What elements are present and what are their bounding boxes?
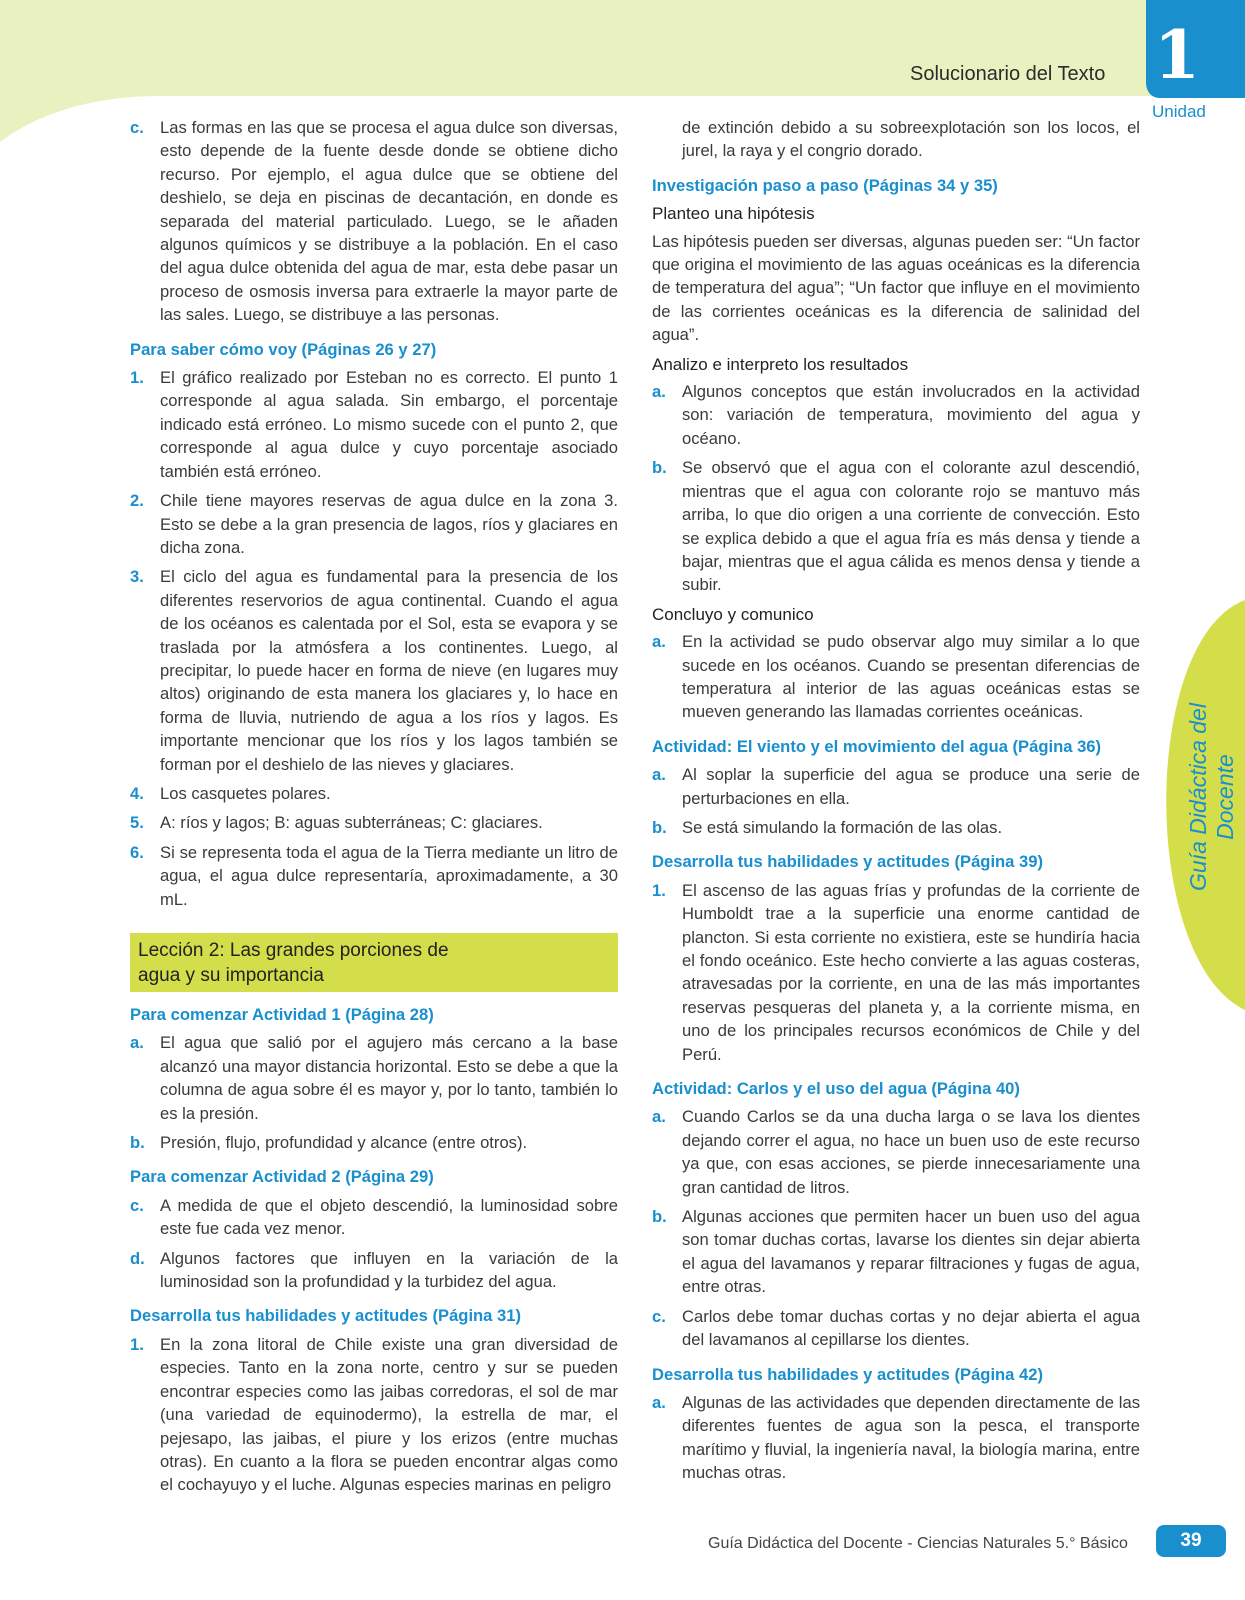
subheading: Analizo e interpreto los resultados bbox=[652, 354, 909, 374]
item-text: Al soplar la superficie del agua se produce una serie de perturbaciones en ella. bbox=[682, 765, 1140, 808]
item-text: En la zona litoral de Chile existe una gran diversidad de especies. Tanto en la zona norte, centro y sur se pueden encontrar especies como las jaibas corredoras, el sol de mar (una variedad de equinodermo), la estrella de mar, el pejesapo, las jaibas, el piure y los erizos (entre muchas otras). En cuanto a la flora se pueden encontrar algas como el cochayuyo y el luche. Algunas especies marinas en peligro bbox=[160, 1334, 618, 1495]
list-item bbox=[130, 1333, 618, 1497]
list-item bbox=[652, 816, 1140, 839]
section-heading: Para comenzar Actividad 1 (Página 28) bbox=[130, 1005, 434, 1024]
page-number: 39 bbox=[1180, 1530, 1202, 1551]
item-text: Cuando Carlos se da una ducha larga o se lava los dientes dejando correr el agua, no hace un buen uso de este recurso ya que, con esas acciones, se pierde innecesariamente una gran cantidad de litros. bbox=[682, 1107, 1140, 1197]
subheading: Concluyo y comunico bbox=[652, 604, 814, 624]
item-marker: 3. bbox=[130, 567, 144, 587]
item-text: Se está simulando la formación de las olas. bbox=[682, 817, 1003, 837]
list-item bbox=[130, 366, 618, 483]
item-text: Carlos debe tomar duchas cortas y no dejar abierta el agua del lavamanos al cepillarse los dientes. bbox=[682, 1306, 1140, 1350]
item-text: Se observó que el agua con el colorante azul descendió, mientras que el agua con colorante rojo se mantuvo más arriba, lo que dio origen a una corriente de convección. Esto se explica debido a que el agua fría es más densa y tiende a bajar, mientras que el agua cálida es menos densa y tiende a subir. bbox=[682, 458, 1140, 595]
item-text: El agua que salió por el agujero más cercano a la base alcanzó una mayor distancia horizontal. Esto se debe a que la columna de agua sobre él es mayor y, por lo tanto, también lo es la presión. bbox=[160, 1033, 618, 1123]
item-marker: b. bbox=[130, 1133, 145, 1153]
list-item bbox=[130, 841, 618, 911]
item-text: A medida de que el objeto descendió, la luminosidad sobre este fue cada vez menor. bbox=[160, 1195, 618, 1239]
item-text: A: ríos y lagos; B: aguas subterráneas; C: glaciares. bbox=[160, 813, 543, 833]
unit-label: Unidad bbox=[1152, 102, 1206, 121]
item-marker: 6. bbox=[130, 842, 144, 862]
list-item bbox=[130, 782, 618, 805]
paragraph: Las hipótesis pueden ser diversas, algunas pueden ser: “Un factor que origina el movimiento de las aguas oceánicas es la diferencia de temperatura del agua”; “Un factor que influye en el movimiento de las corrientes oceánicas es la diferencia de salinidad del agua”. bbox=[652, 231, 1140, 345]
item-marker: c. bbox=[130, 118, 144, 137]
lesson-title-line-1: Lección 2: Las grandes porciones de bbox=[138, 940, 449, 961]
list-item bbox=[652, 630, 1140, 724]
footer-text: Guía Didáctica del Docente - Ciencias Naturales 5.° Básico bbox=[708, 1535, 1128, 1552]
item-marker: b. bbox=[652, 458, 667, 478]
subheading: Planteo una hipótesis bbox=[652, 204, 815, 224]
item-marker: 1. bbox=[130, 368, 144, 388]
section-heading: Actividad: El viento y el movimiento del agua (Página 36) bbox=[652, 736, 1102, 756]
list-item bbox=[652, 380, 1140, 450]
list-item bbox=[652, 763, 1140, 810]
item-marker: 4. bbox=[130, 783, 144, 803]
section-heading: Desarrolla tus habilidades y actitudes (Página 42) bbox=[652, 1364, 1044, 1384]
item-text: Algunas acciones que permiten hacer un buen uso del agua son tomar duchas cortas, lavarse los dientes sin dejar abierta el agua del lavamanos y reparar filtraciones y fugas de agua, entre otras. bbox=[682, 1207, 1140, 1297]
section-heading: Desarrolla tus habilidades y actitudes (Página 31) bbox=[130, 1306, 522, 1326]
item-marker: a. bbox=[130, 1033, 144, 1053]
item-marker: d. bbox=[130, 1248, 145, 1268]
list-item bbox=[652, 1305, 1140, 1352]
item-marker: 1. bbox=[652, 880, 666, 900]
item-marker: c. bbox=[130, 1195, 144, 1215]
list-item bbox=[652, 1105, 1140, 1199]
item-text: Algunas de las actividades que dependen directamente de las diferentes fuentes de agua son la pesca, el transporte marítimo y fluvial, la ingeniería naval, la biología marina, entre muchas otras. bbox=[682, 1392, 1140, 1483]
section-heading: Para saber cómo voy (Páginas 26 y 27) bbox=[130, 339, 437, 359]
section-heading: Para comenzar Actividad 2 (Página 29) bbox=[130, 1167, 434, 1187]
list-item bbox=[652, 456, 1140, 596]
item-text: Algunos factores que influyen en la variación de la luminosidad son la profundidad y la turbidez del agua. bbox=[160, 1248, 618, 1292]
item-text: El ascenso de las aguas frías y profundas de la corriente de Humboldt trae a la superficie una enorme cantidad de plancton. Si esta corriente no existiera, este se hundiría hacia el fondo oceánico. Este hecho convierte a las aguas costeras, atravesadas por la corriente, en una de las más importantes reservas pesqueras del planeta y, a la corriente misma, en uno de los principales recursos económicos de Chile y del Perú. bbox=[682, 880, 1140, 1064]
item-text: En la actividad se pudo observar algo muy similar a lo que sucede en los océanos. Cuando se presentan diferencias de temperatura al interior de las aguas oceánicas estas se mueven generando las llamadas corrientes oceánicas. bbox=[682, 632, 1140, 722]
list-item bbox=[652, 1205, 1140, 1299]
right-column bbox=[652, 116, 1140, 1491]
item-marker: b. bbox=[652, 817, 667, 837]
item-text: Algunos conceptos que están involucrados en la actividad son: variación de temperatura, movimiento del agua y océano. bbox=[682, 382, 1140, 448]
item-text: Si se representa toda el agua de la Tierra mediante un litro de agua, el agua dulce representaría, aproximadamente, a 30 mL. bbox=[160, 842, 618, 909]
list-item bbox=[130, 1247, 618, 1294]
lesson-title-line-2: agua y su importancia bbox=[138, 965, 324, 986]
item-text: Chile tiene mayores reservas de agua dulce en la zona 3. Esto se debe a la gran presencia de lagos, ríos y glaciares en dicha zona. bbox=[160, 491, 618, 557]
item-marker: a. bbox=[652, 382, 666, 402]
unit-number: 1 bbox=[1154, 16, 1200, 94]
item-marker: 5. bbox=[130, 813, 144, 833]
item-text: de extinción debido a su sobreexplotación son los locos, el jurel, la raya y el congrio dorado. bbox=[682, 118, 1140, 161]
item-text: Presión, flujo, profundidad y alcance (entre otros). bbox=[160, 1133, 528, 1153]
list-item bbox=[130, 811, 618, 834]
list-item bbox=[130, 1194, 618, 1241]
section-heading: Investigación paso a paso (Páginas 34 y 35) bbox=[652, 175, 998, 195]
list-item bbox=[130, 116, 618, 327]
item-marker: a. bbox=[652, 1107, 666, 1127]
list-item bbox=[130, 489, 618, 559]
list-item bbox=[652, 879, 1140, 1066]
lesson-banner bbox=[130, 933, 618, 992]
list-item bbox=[130, 1031, 618, 1125]
item-marker: 2. bbox=[130, 491, 144, 511]
list-item bbox=[652, 1391, 1140, 1485]
list-item bbox=[130, 565, 618, 776]
header-title: Solucionario del Texto bbox=[910, 63, 1106, 85]
item-text: Los casquetes polares. bbox=[160, 783, 331, 803]
item-text: El ciclo del agua es fundamental para la presencia de los diferentes reservorios de agua continental. Cuando el agua de los océanos es calentada por el Sol, esta se evapora y se traslada por la atmósfera a los continentes. Luego, al precipitar, lo puede hacer en forma de nieve (en lugares muy altos) originando de esta manera los glaciares y, lo hace en forma de lluvia, nutriendo de agua a los ríos y lagos. Es importante mencionar que los ríos y los lagos también se forman por el deshielo de las nieves y glaciares. bbox=[160, 567, 618, 774]
section-heading: Actividad: Carlos y el uso del agua (Página 40) bbox=[652, 1079, 1020, 1099]
item-marker: b. bbox=[652, 1207, 667, 1227]
item-text: El gráfico realizado por Esteban no es correcto. El punto 1 corresponde al agua salada. Sin embargo, el porcentaje indicado está erróneo. Lo mismo sucede con el punto 2, que corresponde al agua dulce y cuyo porcentaje asociado también está erróneo. bbox=[160, 368, 618, 481]
section-heading: Desarrolla tus habilidades y actitudes (Página 39) bbox=[652, 852, 1044, 872]
item-text: Las formas en las que se procesa el agua dulce son diversas, esto depende de la fuente desde donde se obtiene dicho recurso. Por ejemplo, el agua dulce que se obtiene del deshielo, se deja en piscinas de decantación, en donde es separada del material particulado. Luego, se le añaden algunos químicos y se distribuye a la población. En el caso del agua dulce obtenida del agua de mar, esta debe pasar un proceso de osmosis inversa para extraerle la mayor parte de las sales. Luego, se distribuye a las personas. bbox=[160, 118, 618, 325]
item-marker: a. bbox=[652, 632, 666, 652]
item-marker: 1. bbox=[130, 1334, 144, 1354]
item-marker: c. bbox=[652, 1306, 666, 1326]
item-marker: a. bbox=[652, 765, 666, 785]
side-label: Guía Didáctica del Docente bbox=[1185, 703, 1238, 891]
continued-paragraph bbox=[652, 116, 1140, 163]
list-item bbox=[130, 1131, 618, 1154]
item-marker: a. bbox=[652, 1392, 666, 1412]
left-column bbox=[130, 116, 618, 1503]
